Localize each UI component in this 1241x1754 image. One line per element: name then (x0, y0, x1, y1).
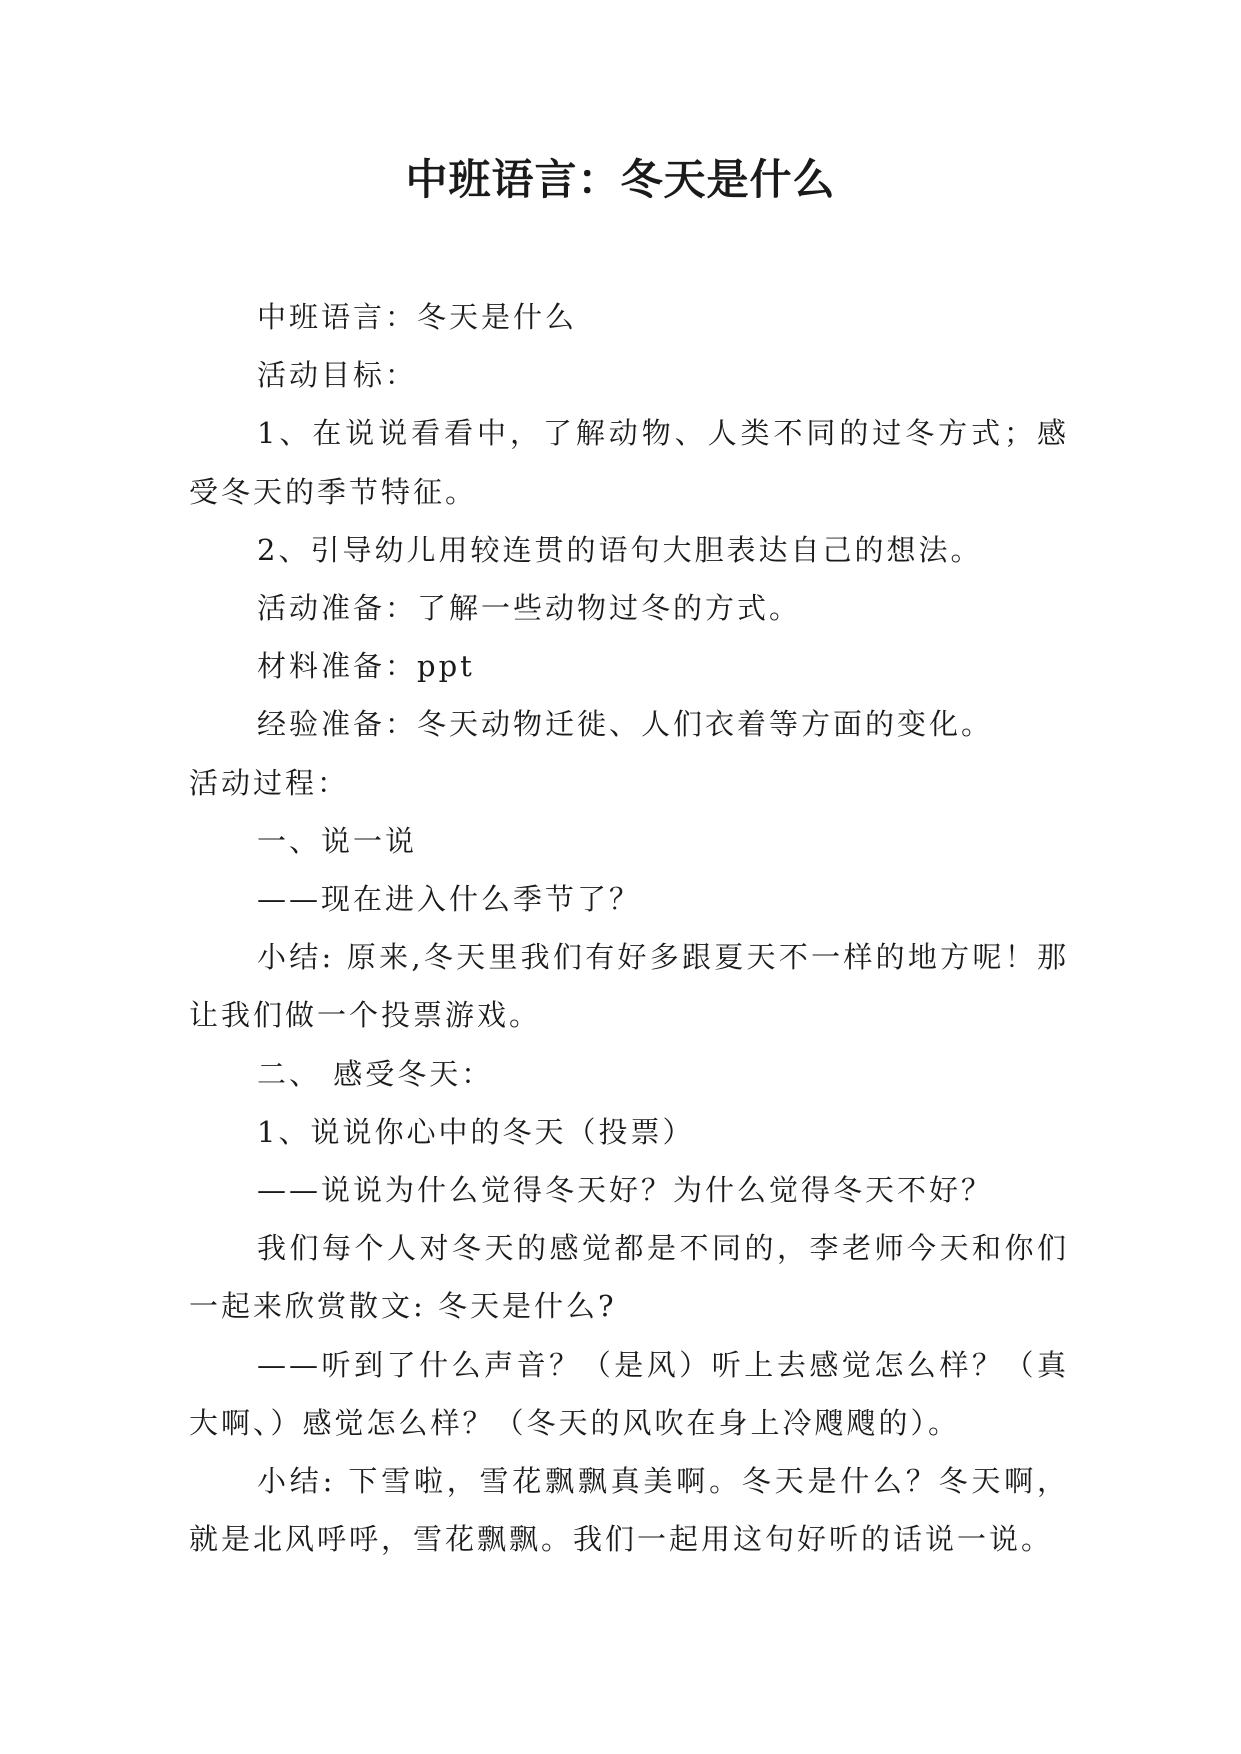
paragraph-experience-prep: 经验准备：冬天动物迁徙、人们衣着等方面的变化。 (257, 707, 994, 742)
paragraph-section-2: 二、 感受冬天： (257, 1056, 494, 1091)
paragraph-question-season: ——现在进入什么季节了？ (257, 882, 642, 917)
paragraph-process-heading: 活动过程： (189, 765, 350, 800)
paragraph-prose-intro: 我们每个人对冬天的感觉都是不同的，李老师今天和你们一起来欣赏散文: 冬天是什么? (189, 1231, 1069, 1324)
paragraph-subtitle: 中班语言：冬天是什么 (257, 300, 578, 334)
paragraph-summary-2: 小结: 下雪啦，雪花飘飘真美啊。冬天是什么？冬天啊，就是北风呼呼，雪花飘飘。我们一起用这句好听的话说一说。 (189, 1464, 1069, 1557)
document-body (189, 288, 1069, 1568)
paragraph-vote: 1、说说你心中的冬天（投票） (257, 1114, 695, 1149)
paragraph-question-why: ——说说为什么觉得冬天好？为什么觉得冬天不好？ (257, 1173, 994, 1208)
paragraph-goal-2: 2、引导幼儿用较连贯的语句大胆表达自己的想法。 (257, 532, 983, 567)
paragraph-section-1: 一、说一说 (257, 823, 418, 858)
paragraph-material-prep: 材料准备：ppt (257, 649, 475, 684)
paragraph-question-sound: ——听到了什么声音？（是风）听上去感觉怎么样？（真大啊、）感觉怎么样？（冬天的风吹在身上冷飕飕的）。 (189, 1347, 1069, 1440)
paragraph-goal-1: 1、在说说看看中，了解动物、人类不同的过冬方式；感受冬天的季节特征。 (189, 416, 1069, 509)
document-title: 中班语言：冬天是什么 (405, 155, 836, 204)
paragraph-goals-heading: 活动目标： (257, 358, 418, 393)
paragraph-summary-1: 小结: 原来,冬天里我们有好多跟夏天不一样的地方呢！那让我们做一个投票游戏。 (189, 940, 1069, 1033)
paragraph-activity-prep: 活动准备：了解一些动物过冬的方式。 (257, 591, 802, 626)
